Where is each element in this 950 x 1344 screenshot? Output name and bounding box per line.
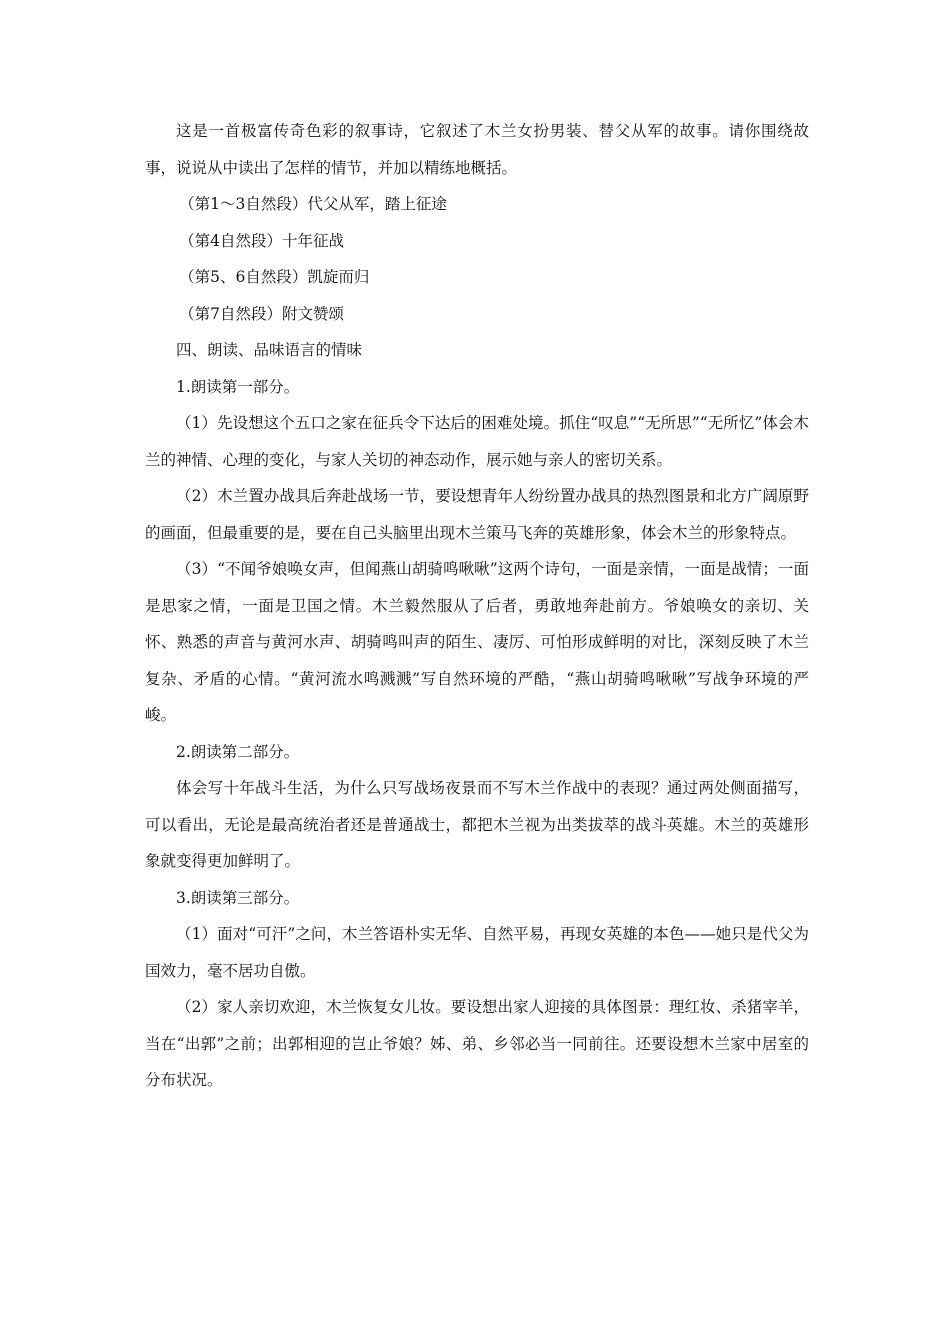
reading-part-3-point-1: （1）面对“可汗”之问，木兰答语朴实无华、自然平易，再现女英雄的本色——她只是代父为国效力，毫不居功自傲。 <box>145 925 809 980</box>
reading-part-2-body: 体会写十年战斗生活，为什么只写战场夜景而不写木兰作战中的表现？通过两处侧面描写，可以看出，无论是最高统治者还是普通战士，都把木兰视为出类拔萃的战斗英雄。木兰的英雄形象就变得更加鲜明了。 <box>145 779 809 870</box>
reading-part-3-heading: 3.朗读第三部分。 <box>176 888 300 907</box>
plot-summary-part-4: （第7自然段）附文赞颂 <box>179 304 344 323</box>
plot-summary-part-1: （第1～3自然段）代父从军，踏上征途 <box>179 195 447 213</box>
section-heading-reading: 四、朗读、品味语言的情味 <box>176 341 363 359</box>
intro-paragraph: 这是一首极富传奇色彩的叙事诗，它叙述了木兰女扮男装、替父从军的故事。请你围绕故事，说说从中读出了怎样的情节，并加以精练地概括。 <box>145 122 809 177</box>
reading-part-1-heading: 1.朗读第一部分。 <box>176 377 300 396</box>
plot-summary-part-2: （第4自然段）十年征战 <box>179 231 344 250</box>
reading-part-2-heading: 2.朗读第二部分。 <box>176 742 300 761</box>
plot-summary-part-3: （第5、6自然段）凯旋而归 <box>179 268 370 286</box>
reading-part-3-point-2: （2）家人亲切欢迎，木兰恢复女儿妆。要设想出家人迎接的具体图景：理红妆、杀猪宰羊，当在“出郭”之前；出郭相迎的岂止爷娘？姊、弟、乡邻必当一同前往。还要设想木兰家中居室的分布状况。 <box>145 998 809 1089</box>
document-body <box>145 113 809 1099</box>
reading-part-1-point-2: （2）木兰置办战具后奔赴战场一节，要设想青年人纷纷置办战具的热烈图景和北方广阔原野的画面，但最重要的是，要在自己头脑里出现木兰策马飞奔的英雄形象，体会木兰的形象特点。 <box>145 487 809 542</box>
reading-part-1-point-3: （3）“不闻爷娘唤女声，但闻燕山胡骑鸣啾啾”这两个诗句，一面是亲情，一面是战情；一面是思家之情，一面是卫国之情。木兰毅然服从了后者，勇敢地奔赴前方。爷娘唤女的亲切、关怀、熟悉的声音与黄河水声、胡骑鸣叫声的陌生、凄厉、可怕形成鲜明的对比，深刻反映了木兰复杂、矛盾的心情。“黄河流水鸣溅溅”写自然环境的严酷，“燕山胡骑鸣啾啾”写战争环境的严峻。 <box>145 560 809 724</box>
reading-part-1-point-1: （1）先设想这个五口之家在征兵令下达后的困难处境。抓住“叹息”“无所思”“无所忆”体会木兰的神情、心理的变化，与家人关切的神态动作，展示她与亲人的密切关系。 <box>145 414 809 469</box>
